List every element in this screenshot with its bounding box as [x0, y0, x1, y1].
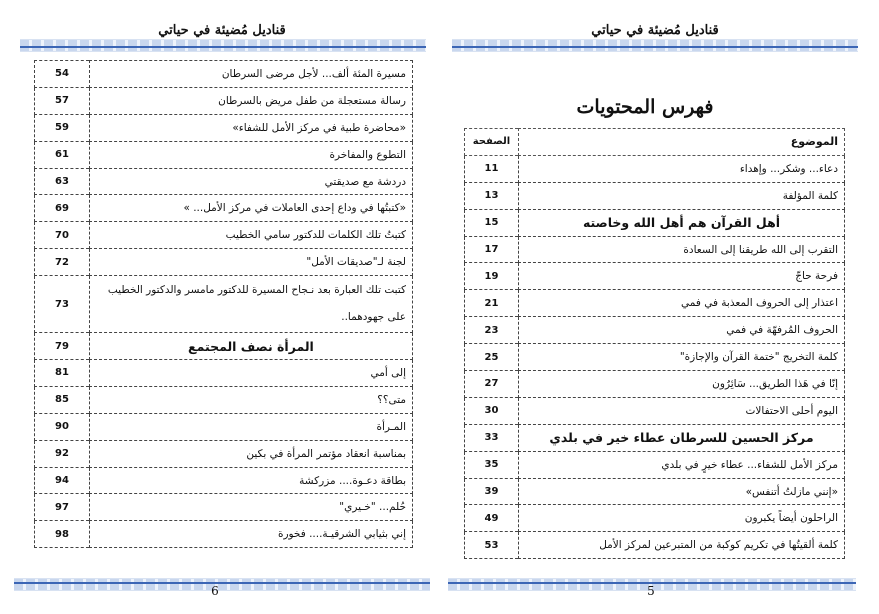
toc-row	[465, 290, 845, 317]
toc-section-title: أهل القرآن هم أهل الله وخاصته	[519, 209, 845, 236]
toc-row	[465, 236, 845, 263]
toc-entry-page: 97	[35, 494, 90, 521]
toc-entry-title: الحروف المُرفهّة في فمي	[519, 317, 845, 344]
toc-row	[465, 182, 845, 209]
toc-entry-page: 11	[465, 155, 519, 182]
toc-row	[35, 360, 413, 387]
toc-section-title: المرأة نصف المجتمع	[89, 333, 412, 360]
toc-entry-title: دعاء... وشكر... وإهداء	[519, 155, 845, 182]
toc-entry-title: اليوم أحلى الاحتفالات	[519, 397, 845, 424]
toc-row	[35, 276, 413, 333]
toc-entry-page: 73	[35, 276, 90, 333]
toc-row	[35, 61, 413, 88]
col-topic-header: الموضوع	[519, 129, 845, 156]
toc-entry-title: لجنة لـ"صديقات الأمل"	[89, 249, 412, 276]
toc-entry-title: إلى أمي	[89, 360, 412, 387]
toc-entry-page: 23	[465, 317, 519, 344]
toc-entry-page: 21	[465, 290, 519, 317]
toc-row	[35, 413, 413, 440]
toc-entry-title: «إنني مازلتُ أتنفس»	[519, 478, 845, 505]
toc-row	[465, 344, 845, 371]
left-page-number: 6	[211, 584, 219, 598]
toc-row	[35, 195, 413, 222]
right-toc-table	[464, 128, 845, 559]
toc-entry-page: 98	[35, 521, 90, 548]
toc-entry-page: 69	[35, 195, 90, 222]
toc-entry-page: 90	[35, 413, 90, 440]
toc-row	[465, 451, 845, 478]
toc-entry-title: رسالة مستعجلة من طفل مريض بالسرطان	[89, 87, 412, 114]
toc-entry-page: 17	[465, 236, 519, 263]
toc-row	[35, 222, 413, 249]
toc-entry-title: حُلم... "خـيري"	[89, 494, 412, 521]
toc-entry-title: كتبت تلك العبارة بعد نـجاح المسيرة للدكتور مامسر والدكتور الخطيب على جهودهما..	[89, 276, 412, 333]
toc-row	[465, 155, 845, 182]
toc-entry-page: 33	[465, 424, 519, 451]
toc-entry-page: 57	[35, 87, 90, 114]
toc-row	[35, 87, 413, 114]
toc-entry-title: كتبتُ تلك الكلمات للدكتور سامي الخطيب	[89, 222, 412, 249]
toc-section-row	[35, 333, 413, 360]
toc-entry-page: 39	[465, 478, 519, 505]
toc-entry-title: فرحة حاجّ	[519, 263, 845, 290]
toc-entry-page: 13	[465, 182, 519, 209]
toc-entry-title: بمناسبة انعقاد مؤتمر المرأة في بكين	[89, 440, 412, 467]
toc-entry-title: إني بثيابي الشرقيـة.... فخورة	[89, 521, 412, 548]
toc-row	[35, 521, 413, 548]
toc-entry-page: 63	[35, 168, 90, 195]
toc-entry-title: اعتذار إلى الحروف المعذبة في فمي	[519, 290, 845, 317]
toc-entry-title: بطاقة دعـوة.... مزركشة	[89, 467, 412, 494]
toc-row	[35, 141, 413, 168]
toc-entry-title: التقرب إلى الله طريقنا إلى السعادة	[519, 236, 845, 263]
toc-entry-title: متى؟؟	[89, 386, 412, 413]
toc-entry-page: 15	[465, 209, 519, 236]
toc-row	[35, 168, 413, 195]
toc-row	[465, 263, 845, 290]
toc-section-row	[465, 424, 845, 451]
toc-entry-page: 81	[35, 360, 90, 387]
toc-title: فهرس المحتويات	[576, 96, 714, 118]
toc-entry-page: 35	[465, 451, 519, 478]
right-page	[440, 0, 879, 614]
toc-entry-title: «كتبتُها في وداع إحدى العاملات في مركز الأمل... »	[89, 195, 412, 222]
toc-section-row	[465, 209, 845, 236]
toc-header-row	[465, 129, 845, 156]
toc-entry-page: 49	[465, 505, 519, 532]
toc-row	[35, 249, 413, 276]
toc-entry-title: دردشة مع صديقتي	[89, 168, 412, 195]
toc-entry-page: 25	[465, 344, 519, 371]
toc-row	[35, 440, 413, 467]
left-header-title: قناديل مُضيئة في حياتي	[158, 23, 286, 38]
toc-row	[465, 397, 845, 424]
left-toc-table	[34, 60, 413, 548]
toc-entry-page: 92	[35, 440, 90, 467]
toc-entry-page: 70	[35, 222, 90, 249]
toc-entry-page: 53	[465, 532, 519, 559]
toc-entry-page: 85	[35, 386, 90, 413]
toc-entry-page: 59	[35, 114, 90, 141]
toc-entry-title: إنّا في هَذا الطريق... سَائِرُون	[519, 371, 845, 398]
right-page-number: 5	[647, 584, 655, 598]
toc-entry-page: 94	[35, 467, 90, 494]
toc-row	[35, 386, 413, 413]
toc-entry-title: المـرأة	[89, 413, 412, 440]
right-header-band	[452, 39, 858, 52]
toc-entry-page: 30	[465, 397, 519, 424]
toc-row	[465, 532, 845, 559]
toc-row	[465, 317, 845, 344]
toc-entry-title: الراحلون أيضاً يكبرون	[519, 505, 845, 532]
toc-entry-title: كلمة المؤلفة	[519, 182, 845, 209]
toc-section-title: مركز الحسين للسرطان عطاء خير في بلدي	[519, 424, 845, 451]
toc-entry-page: 72	[35, 249, 90, 276]
toc-entry-page: 19	[465, 263, 519, 290]
toc-entry-title: كلمة ألقيتُها في تكريم كوكبة من المتبرعين لمركز الأمل	[519, 532, 845, 559]
right-header-title: قناديل مُضيئة في حياتي	[591, 23, 719, 38]
toc-row	[35, 467, 413, 494]
toc-row	[465, 478, 845, 505]
toc-row	[35, 494, 413, 521]
toc-entry-title: مركز الأمل للشفاء... عطاء خيرٍ في بلدي	[519, 451, 845, 478]
toc-entry-page: 54	[35, 61, 90, 88]
left-header-band	[20, 39, 426, 52]
toc-entry-page: 27	[465, 371, 519, 398]
toc-entry-title: كلمة التخريج "ختمة القرآن والإجازة"	[519, 344, 845, 371]
toc-entry-title: «محاضرة طبية في مركز الأمل للشفاء»	[89, 114, 412, 141]
toc-entry-title: التطوع والمفاخرة	[89, 141, 412, 168]
toc-row	[465, 371, 845, 398]
toc-entry-page: 61	[35, 141, 90, 168]
toc-row	[465, 505, 845, 532]
toc-row	[35, 114, 413, 141]
col-page-header: الصفحة	[465, 129, 519, 156]
toc-entry-title: مسيرة المئة ألف... لأجل مرضى السرطان	[89, 61, 412, 88]
toc-entry-page: 79	[35, 333, 90, 360]
